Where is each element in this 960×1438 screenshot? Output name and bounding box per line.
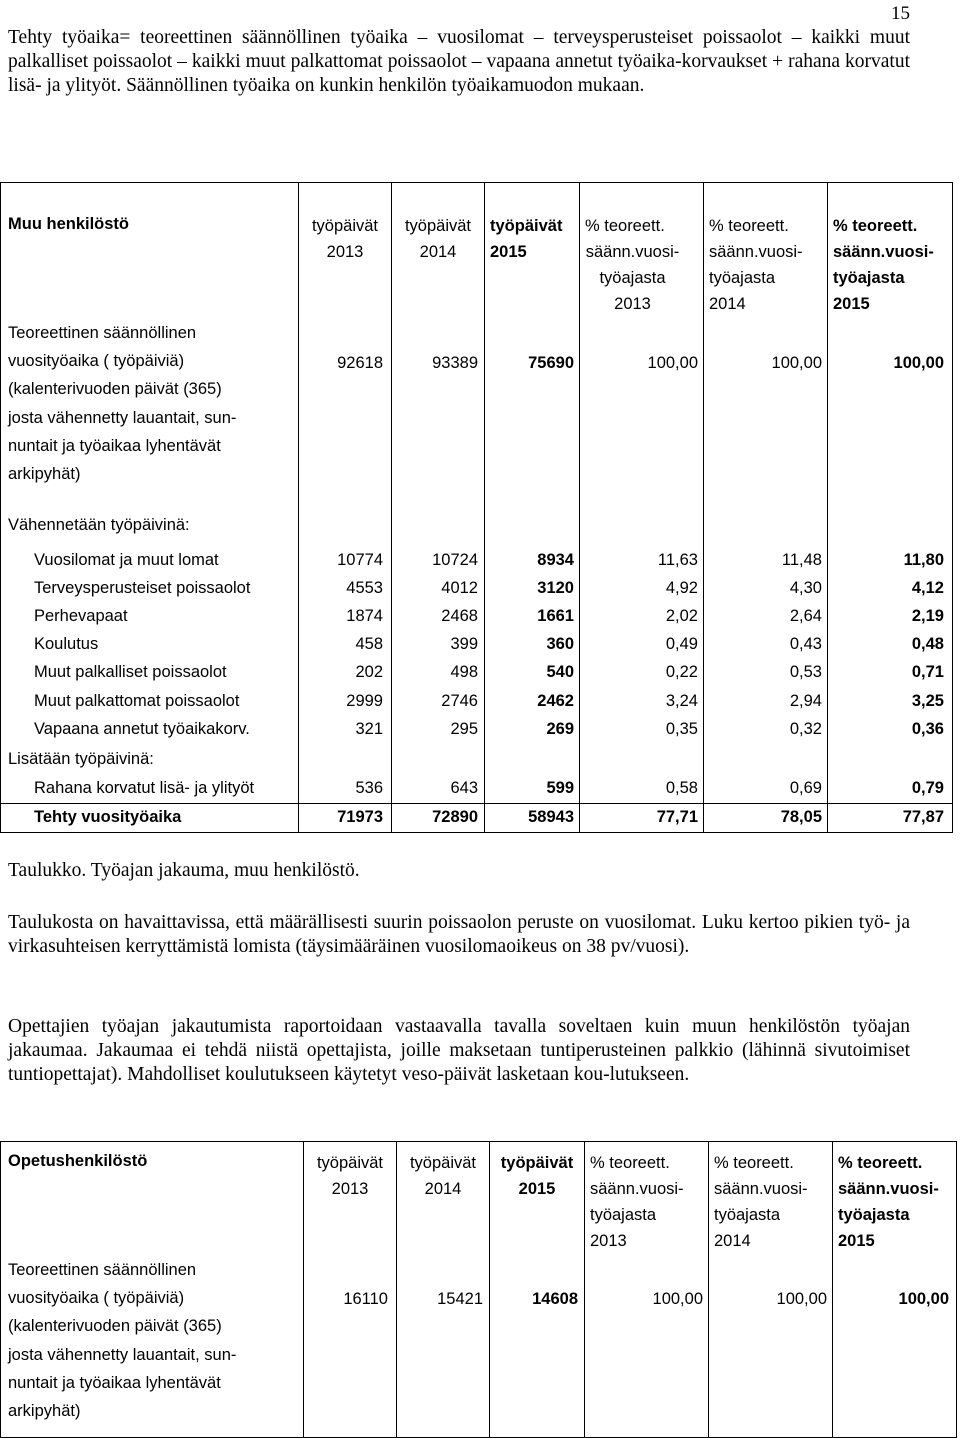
table2-theoretical-2013: 16110 (343, 1290, 388, 1308)
table2-header-2014-days: työpäivät 2014 (409, 1154, 477, 1198)
page-number: 15 (891, 3, 910, 24)
table1-row-value: 3,25 (911, 692, 944, 710)
table1-row-value: 4012 (441, 579, 478, 597)
table2-header-2015-days: työpäivät 2015 (500, 1154, 574, 1198)
table1-header-2013-pct: % teoreett. säänn.vuosi- työajasta 2013 (585, 217, 680, 313)
table2-header-2013-days: työpäivät 2013 (316, 1154, 384, 1198)
table1-add-label: Lisätään työpäivinä: (8, 750, 154, 768)
table1-deduct-label: Vähennetään työpäivinä: (8, 516, 190, 534)
table1-row-value: 399 (450, 635, 478, 653)
table1-row-value: 0,22 (665, 663, 698, 681)
table1-add-row-value: 0,58 (665, 779, 698, 797)
table1-total-row-label: Tehty vuosityöaika (34, 808, 182, 826)
table1-add-row-value: 599 (546, 779, 574, 797)
table1-row-value: 11,63 (657, 551, 698, 569)
paragraph-teachers: Opettajien työajan jakautumista raportoidaan vastaavalla tavalla soveltaen kuin muun henkilöstön työajan jakaumaa. Jakaumaa ei tehdä niistä opettajista, joille maksetaan tuntiperusteinen palkkio (lähinnä sivutoimiset tuntiopettajat). Mahdolliset koulutukseen käytetyt veso-päivät lasketaan kou-lutukseen. (8, 1016, 910, 1085)
table2-theoretical-2014-pct: 100,00 (776, 1290, 827, 1308)
table1-theoretical-2015-pct: 100,00 (893, 354, 944, 372)
table2-header-2013-pct: % teoreett. säänn.vuosi- työajasta 2013 (590, 1154, 684, 1250)
table2-group-label: Opetushenkilöstö (8, 1152, 148, 1170)
table1-row-value: 2746 (441, 692, 478, 710)
table1-row-label: Muut palkalliset poissaolot (34, 663, 227, 681)
table1-theoretical-2015: 75690 (528, 354, 574, 372)
table1-header-2015-days: työpäivät 2015 (490, 217, 563, 261)
table1-header-2014-pct: % teoreett. säänn.vuosi- työajasta 2014 (709, 217, 803, 313)
intro-paragraph: Tehty työaika= teoreettinen säännöllinen työaika – vuosilomat – terveysperusteiset poissaolot – kaikki muut palkalliset poissaolot – kaikki muut palkattomat poissaolot – vapaana annetut työaika-korvaukset + rahana korvatut lisä- ja ylityöt. Säännöllinen työaika on kunkin henkilön työaikamuodon mukaan. (8, 27, 910, 96)
table1-theoretical-2014: 93389 (432, 354, 478, 372)
table1-row-value: 2,19 (911, 607, 944, 625)
table1-row-value: 10774 (337, 551, 383, 569)
table1-row-value: 321 (355, 720, 383, 738)
table1-row-value: 4,12 (911, 579, 944, 597)
table2-theoretical-2013-pct: 100,00 (652, 1290, 703, 1308)
table1-row-value: 360 (546, 635, 574, 653)
table1-add-row-value: 536 (355, 779, 383, 797)
table1-header-2013-days: työpäivät 2013 (311, 217, 379, 261)
table1-row-value: 4,30 (789, 579, 822, 597)
table1-row-value: 0,71 (911, 663, 944, 681)
table1-add-row-label: Rahana korvatut lisä- ja ylityöt (34, 779, 255, 797)
table1-row-label: Terveysperusteiset poissaolot (34, 579, 251, 597)
table1-row-value: 0,49 (665, 635, 698, 653)
table1-group-label: Muu henkilöstö (8, 215, 129, 233)
table1-row-value: 0,48 (911, 635, 944, 653)
table1-row-value: 2999 (346, 692, 383, 710)
table1-row-value: 4553 (346, 579, 383, 597)
table2-theoretical-2015-pct: 100,00 (898, 1290, 949, 1308)
table1-row-value: 202 (355, 663, 383, 681)
staff-worktime-table (0, 182, 953, 833)
table1-row-value: 2,94 (789, 692, 822, 710)
table1-total-row-value: 72890 (432, 808, 478, 826)
table1-row-value: 295 (450, 720, 478, 738)
table1-row-value: 0,32 (789, 720, 822, 738)
teacher-worktime-table (0, 1141, 957, 1438)
table1-theoretical-2013: 92618 (337, 354, 383, 372)
table1-row-value: 11,80 (903, 551, 944, 569)
table1-theoretical-label: Teoreettinen säännöllinen vuosityöaika ( työpäiviä) (kalenterivuoden päivät (365) josta vähennetty lauantait, sun- nuntait ja työaikaa lyhentävät arkipyhät) (8, 324, 237, 484)
table1-row-value: 2,64 (789, 607, 822, 625)
table1-row-value: 3,24 (665, 692, 698, 710)
table-caption: Taulukko. Työajan jakauma, muu henkilöstö. (8, 860, 360, 881)
table1-row-value: 2468 (441, 607, 478, 625)
table1-row-value: 4,92 (665, 579, 698, 597)
table1-row-value: 2,02 (665, 607, 698, 625)
table1-row-value: 1874 (346, 607, 383, 625)
table1-row-value: 0,53 (789, 663, 822, 681)
table1-add-row-value: 0,79 (911, 779, 944, 797)
table1-row-value: 8934 (537, 551, 574, 569)
table1-row-value: 1661 (537, 607, 574, 625)
table1-row-value: 498 (450, 663, 478, 681)
table1-theoretical-2014-pct: 100,00 (771, 354, 822, 372)
table1-total-row-value: 71973 (337, 808, 383, 826)
table1-total-row-value: 78,05 (780, 808, 822, 826)
table1-theoretical-2013-pct: 100,00 (647, 354, 698, 372)
table1-row-value: 10724 (432, 551, 478, 569)
table1-row-value: 269 (546, 720, 574, 738)
table1-total-row-value: 58943 (528, 808, 574, 826)
table2-header-2014-pct: % teoreett. säänn.vuosi- työajasta 2014 (714, 1154, 808, 1250)
table1-add-row-value: 643 (450, 779, 478, 797)
table1-row-label: Vuosilomat ja muut lomat (34, 551, 219, 569)
table2-theoretical-2015: 14608 (532, 1290, 578, 1308)
table1-row-value: 2462 (537, 692, 574, 710)
table1-header-2014-days: työpäivät 2014 (404, 217, 472, 261)
table1-add-row-value: 0,69 (789, 779, 822, 797)
table1-row-label: Perhevapaat (34, 607, 128, 625)
table2-theoretical-label: Teoreettinen säännöllinen vuosityöaika ( työpäiviä) (kalenterivuoden päivät (365) josta vähennetty lauantait, sun- nuntait ja työaikaa lyhentävät arkipyhät) (8, 1261, 237, 1421)
table1-total-row-value: 77,71 (656, 808, 698, 826)
table1-row-label: Koulutus (34, 635, 99, 653)
table2-header-2015-pct: % teoreett. säänn.vuosi- työajasta 2015 (838, 1154, 939, 1250)
table1-row-value: 458 (355, 635, 383, 653)
table1-row-value: 11,48 (781, 551, 822, 569)
paragraph-vacation: Taulukosta on havaittavissa, että määrällisesti suurin poissaolon peruste on vuosilomat. Luku kertoo pikien työ- ja virkasuhteisen kerryttämistä lomista (täysimääräinen vuosilomaoikeus on 38 pv/vuosi). (8, 912, 910, 957)
table1-row-value: 3120 (537, 579, 574, 597)
table1-row-value: 0,36 (911, 720, 944, 738)
table1-total-row-value: 77,87 (902, 808, 944, 826)
table1-row-label: Muut palkattomat poissaolot (34, 692, 240, 710)
table1-row-value: 540 (546, 663, 574, 681)
table1-row-label: Vapaana annetut työaikakorv. (34, 720, 250, 738)
table1-row-value: 0,35 (665, 720, 698, 738)
table2-theoretical-2014: 15421 (437, 1290, 483, 1308)
table1-header-2015-pct: % teoreett. säänn.vuosi- työajasta 2015 (833, 217, 934, 313)
table1-row-value: 0,43 (789, 635, 822, 653)
